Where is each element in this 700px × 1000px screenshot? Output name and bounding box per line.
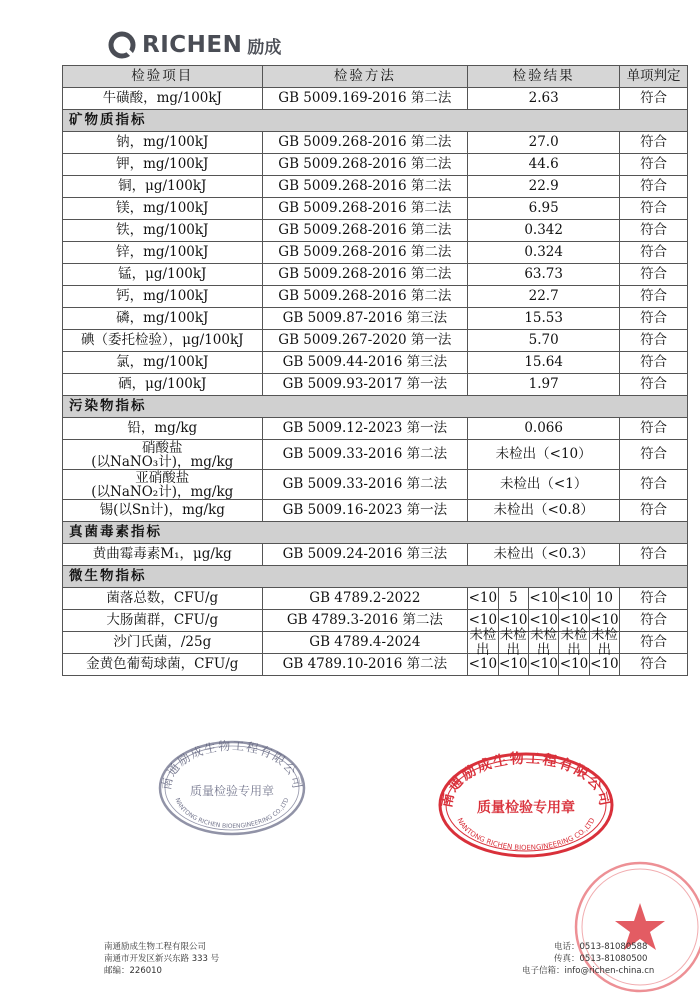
sample-result: [498, 588, 528, 609]
table-row: [63, 154, 688, 176]
method: GB 5009.268-2016 第二法: [262, 220, 468, 242]
verdict: 符合: [620, 154, 688, 176]
verdict: 符合: [620, 374, 688, 396]
quality-stamp-right: [436, 750, 616, 860]
item-name-line1: 硝酸盐: [142, 439, 183, 456]
footer-fax: 传真：0513-81080500: [554, 954, 648, 964]
item-name: 锰，μg/100kJ: [63, 264, 263, 286]
sample-result-text: <10: [559, 612, 589, 628]
table-row: [63, 220, 688, 242]
result: 未检出（<0.8）: [468, 500, 620, 522]
table-row: [63, 588, 688, 610]
item-name: 菌落总数，CFU/g: [63, 588, 263, 610]
table-row: [63, 264, 688, 286]
method: GB 5009.268-2016 第二法: [262, 132, 468, 154]
verdict: 符合: [620, 632, 688, 654]
sample-result: [589, 588, 619, 609]
result: 1.97: [468, 374, 620, 396]
verdict: 符合: [620, 330, 688, 352]
section-mycotoxin: [63, 522, 688, 544]
sample-result-text: <10: [529, 612, 558, 628]
result-cells: [468, 654, 620, 676]
item-name-line2: (以NaNO₂计)，mg/kg: [91, 483, 234, 500]
item-name: 铜，μg/100kJ: [63, 176, 263, 198]
sample-result: [468, 654, 497, 675]
svg-text:南通励成生物工程有限公司: [158, 738, 304, 791]
result: 15.64: [468, 352, 620, 374]
sample-result-text: <10: [529, 656, 558, 672]
verdict: 符合: [620, 500, 688, 522]
left-stamp-cn: 南通励成生物工程有限公司: [159, 738, 305, 791]
item-name: 牛磺酸，mg/100kJ: [63, 88, 263, 110]
sample-result: [528, 654, 558, 675]
verdict: 符合: [620, 654, 688, 676]
table-row: [63, 352, 688, 374]
item-name: 黄曲霉毒素M₁，μg/kg: [63, 544, 263, 566]
sample-result-text: 未检出: [560, 626, 588, 658]
result-cells: [468, 588, 620, 610]
corner-seal: [568, 855, 700, 1000]
method: GB 5009.87-2016 第三法: [262, 308, 468, 330]
method: GB 5009.16-2023 第一法: [262, 500, 468, 522]
item-name: 硒，μg/100kJ: [63, 374, 263, 396]
result: 22.9: [468, 176, 620, 198]
verdict: 符合: [620, 220, 688, 242]
richen-logo-icon: [108, 31, 136, 59]
section-minerals: [63, 110, 688, 132]
sample-result: [468, 626, 497, 658]
verdict: 符合: [620, 286, 688, 308]
item-name: 氯，mg/100kJ: [63, 352, 263, 374]
sample-result: [589, 626, 619, 658]
method: GB 4789.10-2016 第二法: [262, 654, 468, 676]
header-verdict: 单项判定: [620, 66, 688, 88]
table-row: [63, 418, 688, 440]
verdict: 符合: [620, 418, 688, 440]
section-title: 矿物质指标: [63, 110, 688, 132]
item-name: 金黄色葡萄球菌，CFU/g: [63, 654, 263, 676]
result: 0.342: [468, 220, 620, 242]
section-title: 微生物指标: [63, 566, 688, 588]
sample-result-text: <10: [468, 590, 498, 606]
footer-right: [522, 941, 654, 977]
sample-result-text: <10: [468, 612, 498, 628]
item-name: [63, 470, 263, 500]
footer-left: [104, 941, 219, 977]
verdict: 符合: [620, 588, 688, 610]
method: GB 5009.268-2016 第二法: [262, 264, 468, 286]
sample-result-text: <10: [590, 656, 619, 672]
result: 0.066: [468, 418, 620, 440]
sample-result: [528, 588, 558, 609]
verdict: 符合: [620, 264, 688, 286]
sample-result-text: <10: [559, 656, 589, 672]
sample-result-text: <10: [498, 656, 528, 672]
result: 未检出（<1）: [468, 470, 620, 500]
logo-text: RICHEN: [142, 32, 243, 58]
result: 44.6: [468, 154, 620, 176]
table-row: [63, 544, 688, 566]
sample-result: [558, 626, 588, 658]
sample-result: [589, 654, 619, 675]
verdict: 符合: [620, 610, 688, 632]
verdict: 符合: [620, 198, 688, 220]
section-title: 真菌毒素指标: [63, 522, 688, 544]
method: GB 5009.268-2016 第二法: [262, 198, 468, 220]
sample-result: [558, 654, 588, 675]
section-micro: [63, 566, 688, 588]
footer-address: 南通市开发区新兴东路 333 号: [104, 954, 220, 964]
item-name: 大肠菌群，CFU/g: [63, 610, 263, 632]
method: GB 5009.44-2016 第三法: [262, 352, 468, 374]
footer-email: 电子信箱：info@richen-china.cn: [522, 966, 655, 976]
table-row: [63, 632, 688, 654]
verdict: 符合: [620, 132, 688, 154]
item-name: 碘（委托检验），μg/100kJ: [63, 330, 263, 352]
sample-result: [558, 588, 588, 609]
quality-stamp-left: [157, 738, 307, 838]
verdict: 符合: [620, 470, 688, 500]
table-row: [63, 132, 688, 154]
right-stamp-cn: 南通励成生物工程有限公司: [439, 750, 613, 810]
sample-result-text: 5: [508, 590, 518, 606]
table-row: [63, 308, 688, 330]
right-stamp-en: NANTONG RICHEN BIOENGINEERING CO.,LTD: [455, 816, 597, 853]
sample-result-text: <10: [559, 590, 589, 606]
table-row: [63, 440, 688, 470]
result: 0.324: [468, 242, 620, 264]
result: 63.73: [468, 264, 620, 286]
sample-result-text: 未检出: [469, 626, 497, 658]
sample-result: [498, 654, 528, 675]
footer-postcode: 邮编：226010: [104, 966, 162, 976]
result: 未检出（<0.3）: [468, 544, 620, 566]
result: 27.0: [468, 132, 620, 154]
table-row: [63, 470, 688, 500]
footer-company: 南通励成生物工程有限公司: [104, 942, 207, 952]
method: GB 5009.268-2016 第二法: [262, 154, 468, 176]
method: GB 5009.268-2016 第二法: [262, 286, 468, 308]
table-header-row: [63, 66, 688, 88]
item-name: 铁，mg/100kJ: [63, 220, 263, 242]
item-name: 沙门氏菌，/25g: [63, 632, 263, 654]
table-row: [63, 88, 688, 110]
section-title: 污染物指标: [63, 396, 688, 418]
verdict: 符合: [620, 440, 688, 470]
item-name: 钙，mg/100kJ: [63, 286, 263, 308]
method: GB 4789.2-2022: [262, 588, 468, 610]
inspection-table: [62, 65, 688, 676]
result: 15.53: [468, 308, 620, 330]
company-logo: [108, 28, 281, 62]
table-row: [63, 176, 688, 198]
table-row: [63, 374, 688, 396]
sample-result-text: <10: [529, 590, 558, 606]
item-name-line1: 亚硝酸盐: [135, 469, 190, 486]
sample-result: [528, 626, 558, 658]
sample-result-text: <10: [468, 656, 498, 672]
table-row: [63, 330, 688, 352]
header-result: 检验结果: [468, 66, 620, 88]
table-row: [63, 286, 688, 308]
sample-result-text: <10: [498, 612, 528, 628]
sample-result: [498, 626, 528, 658]
table-row: [63, 242, 688, 264]
method: GB 5009.267-2020 第一法: [262, 330, 468, 352]
header-method: 检验方法: [262, 66, 468, 88]
table-row: [63, 198, 688, 220]
item-name: 铅，mg/kg: [63, 418, 263, 440]
result-cells: [468, 626, 620, 658]
item-name: [63, 440, 263, 470]
table-row: [63, 654, 688, 676]
method: GB 5009.33-2016 第二法: [262, 470, 468, 500]
result: 22.7: [468, 286, 620, 308]
item-name: 锡(以Sn计)，mg/kg: [63, 500, 263, 522]
item-name: 钠，mg/100kJ: [63, 132, 263, 154]
method: GB 4789.4-2024: [262, 632, 468, 654]
verdict: 符合: [620, 308, 688, 330]
item-name: 锌，mg/100kJ: [63, 242, 263, 264]
sample-result-text: 10: [595, 590, 613, 606]
method: GB 5009.169-2016 第二法: [262, 88, 468, 110]
item-name-line2: (以NaNO₃计)，mg/kg: [91, 453, 234, 470]
verdict: 符合: [620, 544, 688, 566]
method: GB 5009.268-2016 第二法: [262, 176, 468, 198]
result: 2.63: [468, 88, 620, 110]
footer-tel: 电话：0513-81080588: [554, 942, 648, 952]
sample-result-text: 未检出: [590, 626, 618, 658]
result: 未检出（<10）: [468, 440, 620, 470]
item-name: 磷，mg/100kJ: [63, 308, 263, 330]
logo-text-cn: 励成: [247, 37, 282, 58]
method: GB 5009.93-2017 第一法: [262, 374, 468, 396]
sample-result: [468, 588, 497, 609]
table-row: [63, 500, 688, 522]
method: GB 5009.12-2023 第一法: [262, 418, 468, 440]
method: GB 5009.33-2016 第二法: [262, 440, 468, 470]
result: 5.70: [468, 330, 620, 352]
method: GB 4789.3-2016 第二法: [262, 610, 468, 632]
item-name: 镁，mg/100kJ: [63, 198, 263, 220]
sample-result-text: 未检出: [499, 626, 527, 658]
verdict: 符合: [620, 352, 688, 374]
right-stamp-center: 质量检验专用章: [477, 800, 575, 816]
method: GB 5009.268-2016 第二法: [262, 242, 468, 264]
section-pollutants: [63, 396, 688, 418]
sample-result-text: <10: [590, 612, 619, 628]
left-stamp-center: 质量检验专用章: [189, 784, 275, 798]
header-item: 检验项目: [63, 66, 263, 88]
sample-result-text: 未检出: [530, 626, 558, 658]
result: 6.95: [468, 198, 620, 220]
verdict: 符合: [620, 176, 688, 198]
verdict: 符合: [620, 88, 688, 110]
item-name: 钾，mg/100kJ: [63, 154, 263, 176]
verdict: 符合: [620, 242, 688, 264]
left-stamp-en: NANTONG RICHEN BIOENGINEERING CO.,LTD: [173, 797, 291, 831]
method: GB 5009.24-2016 第三法: [262, 544, 468, 566]
